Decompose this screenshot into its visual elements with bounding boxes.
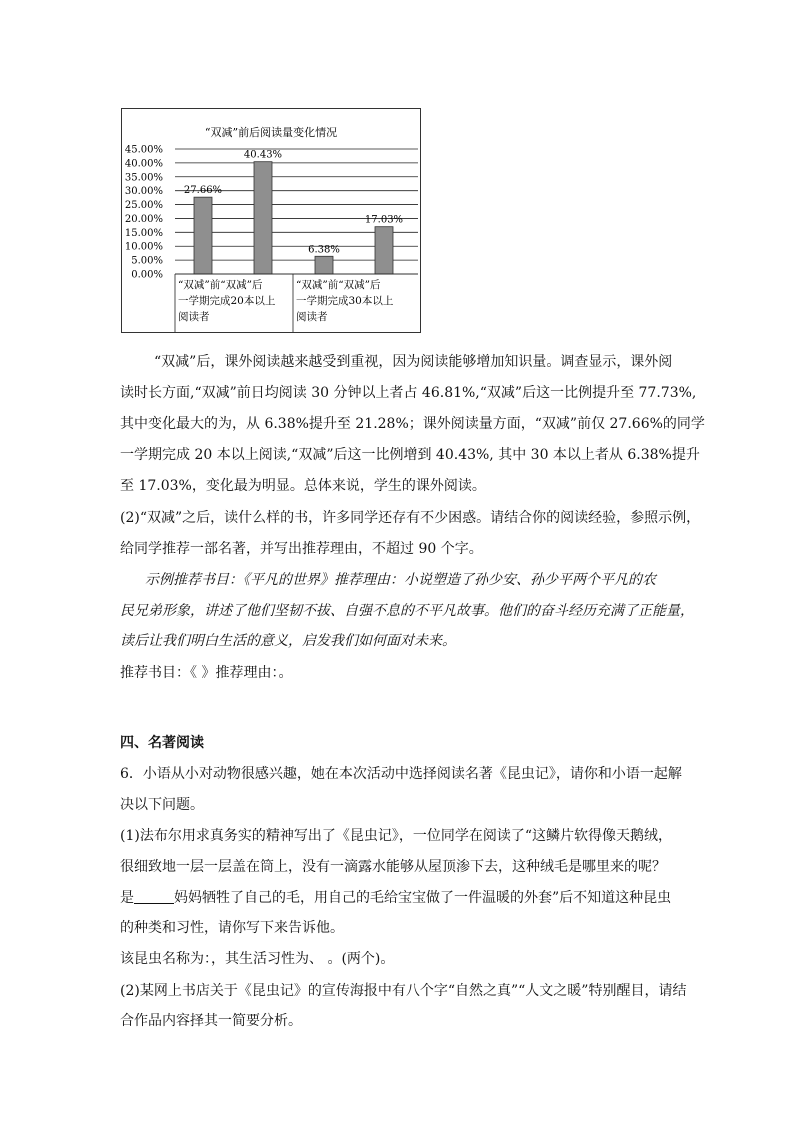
question-2-line: 给同学推荐一部名著，并写出推荐理由，不超过 90 个字。 [120, 541, 483, 557]
y-tick-label: 35.00% [124, 172, 163, 184]
category-label: 阅读者 [178, 311, 210, 323]
y-tick-label: 5.00% [131, 255, 163, 267]
paragraph-line: 一学期完成 20 本以上阅读,“双减”后这一比例增到 40.43%, 其中 30 本以上者从 6.38%提升 [120, 447, 700, 463]
question-6-line: 6．小语从小对动物很感兴趣，她在本次活动中选择阅读名著《昆虫记》，请你和小语一起解 [120, 766, 682, 782]
y-tick-label: 20.00% [124, 213, 163, 225]
section-heading: 四、名著阅读 [120, 735, 204, 751]
bar [194, 197, 212, 274]
chart-canvas [122, 109, 420, 332]
example-line: 示例推荐书目：《平凡的世界》推荐理由：小说塑造了孙少安、孙少平两个平凡的农 [145, 572, 656, 588]
question-6-line: 合作品内容择其一简要分析。 [120, 1013, 302, 1029]
reading-chart [121, 108, 421, 333]
question-2-line: (2)“双减”之后，读什么样的书，许多同学还存有不少困惑。请结合你的阅读经验，参照示例， [120, 510, 701, 526]
category-label: 一学期完成30本以上 [296, 295, 394, 307]
example-line: 读后让我们明白生活的意义，启发我们如何面对未来。 [120, 633, 456, 649]
question-6-line: 是 妈妈牺牲了自己的毛，用自己的毛给宝宝做了一件温暖的外套”后不知道这种昆虫 [120, 890, 672, 906]
category-label: 一学期完成20本以上 [178, 295, 276, 307]
y-tick-label: 0.00% [131, 269, 163, 281]
y-tick-label: 10.00% [124, 241, 163, 253]
bar [254, 162, 272, 274]
question-6-line: 该昆虫名称为：，其生活习性为、 。(两个)。 [120, 951, 395, 967]
paragraph-line: 至 17.03%，变化最为明显。总体来说，学生的课外阅读。 [120, 478, 486, 494]
bar [315, 256, 333, 274]
category-label: “双减”前“双减”后 [178, 279, 263, 291]
paragraph-line: “双减”后，课外阅读越来越受到重视，因为阅读能够增加知识量。调查显示，课外阅 [154, 354, 673, 370]
data-label: 6.38% [308, 244, 340, 256]
question-6-line: 很细致地一层一层盖在筒上，没有一滴露水能够从屋顶渗下去，这种绒毛是哪里来的呢？ [120, 859, 666, 875]
category-label: 阅读者 [296, 311, 328, 323]
paragraph-line: 读时长方面,“双减”前日均阅读 30 分钟以上者占 46.81%,“双减”后这一比例提升至 77.73%, [120, 385, 697, 401]
y-tick-label: 45.00% [124, 144, 163, 156]
question-6-line: 的种类和习性，请你写下来告诉他。 [120, 920, 344, 936]
paragraph-line: 其中变化最大的为，从 6.38%提升至 21.28%；课外阅读量方面，“双减”前仅 27.66%的同学 [120, 416, 705, 432]
recommend-line: 推荐书目：《 》推荐理由：。 [120, 665, 293, 681]
data-label: 40.43% [243, 149, 283, 161]
example-line: 民兄弟形象，讲述了他们坚韧不拔、自强不息的不平凡故事。他们的奋斗经历充满了正能量， [120, 603, 694, 619]
category-label: “双减”前“双减”后 [296, 279, 381, 291]
question-6-line: (1)法布尔用求真务实的精神写出了《昆虫记》，一位同学在阅读了“这鳞片软得像天鹅绒， [120, 828, 672, 844]
data-label: 27.66% [183, 185, 223, 197]
chart-title: “双减”前后阅读量变化情况 [204, 126, 338, 139]
y-tick-label: 15.00% [124, 227, 163, 239]
y-tick-label: 40.00% [124, 158, 163, 170]
y-tick-label: 25.00% [124, 200, 163, 212]
question-6-line: (2)某网上书店关于《昆虫记》的宣传海报中有八个字“自然之真”“人文之暖”特别醒目，请结 [120, 983, 687, 999]
answer-blank[interactable] [134, 889, 174, 904]
data-label: 17.03% [364, 214, 404, 226]
y-tick-label: 30.00% [124, 186, 163, 198]
bar [375, 227, 393, 274]
question-6-line: 决以下问题。 [120, 797, 204, 813]
